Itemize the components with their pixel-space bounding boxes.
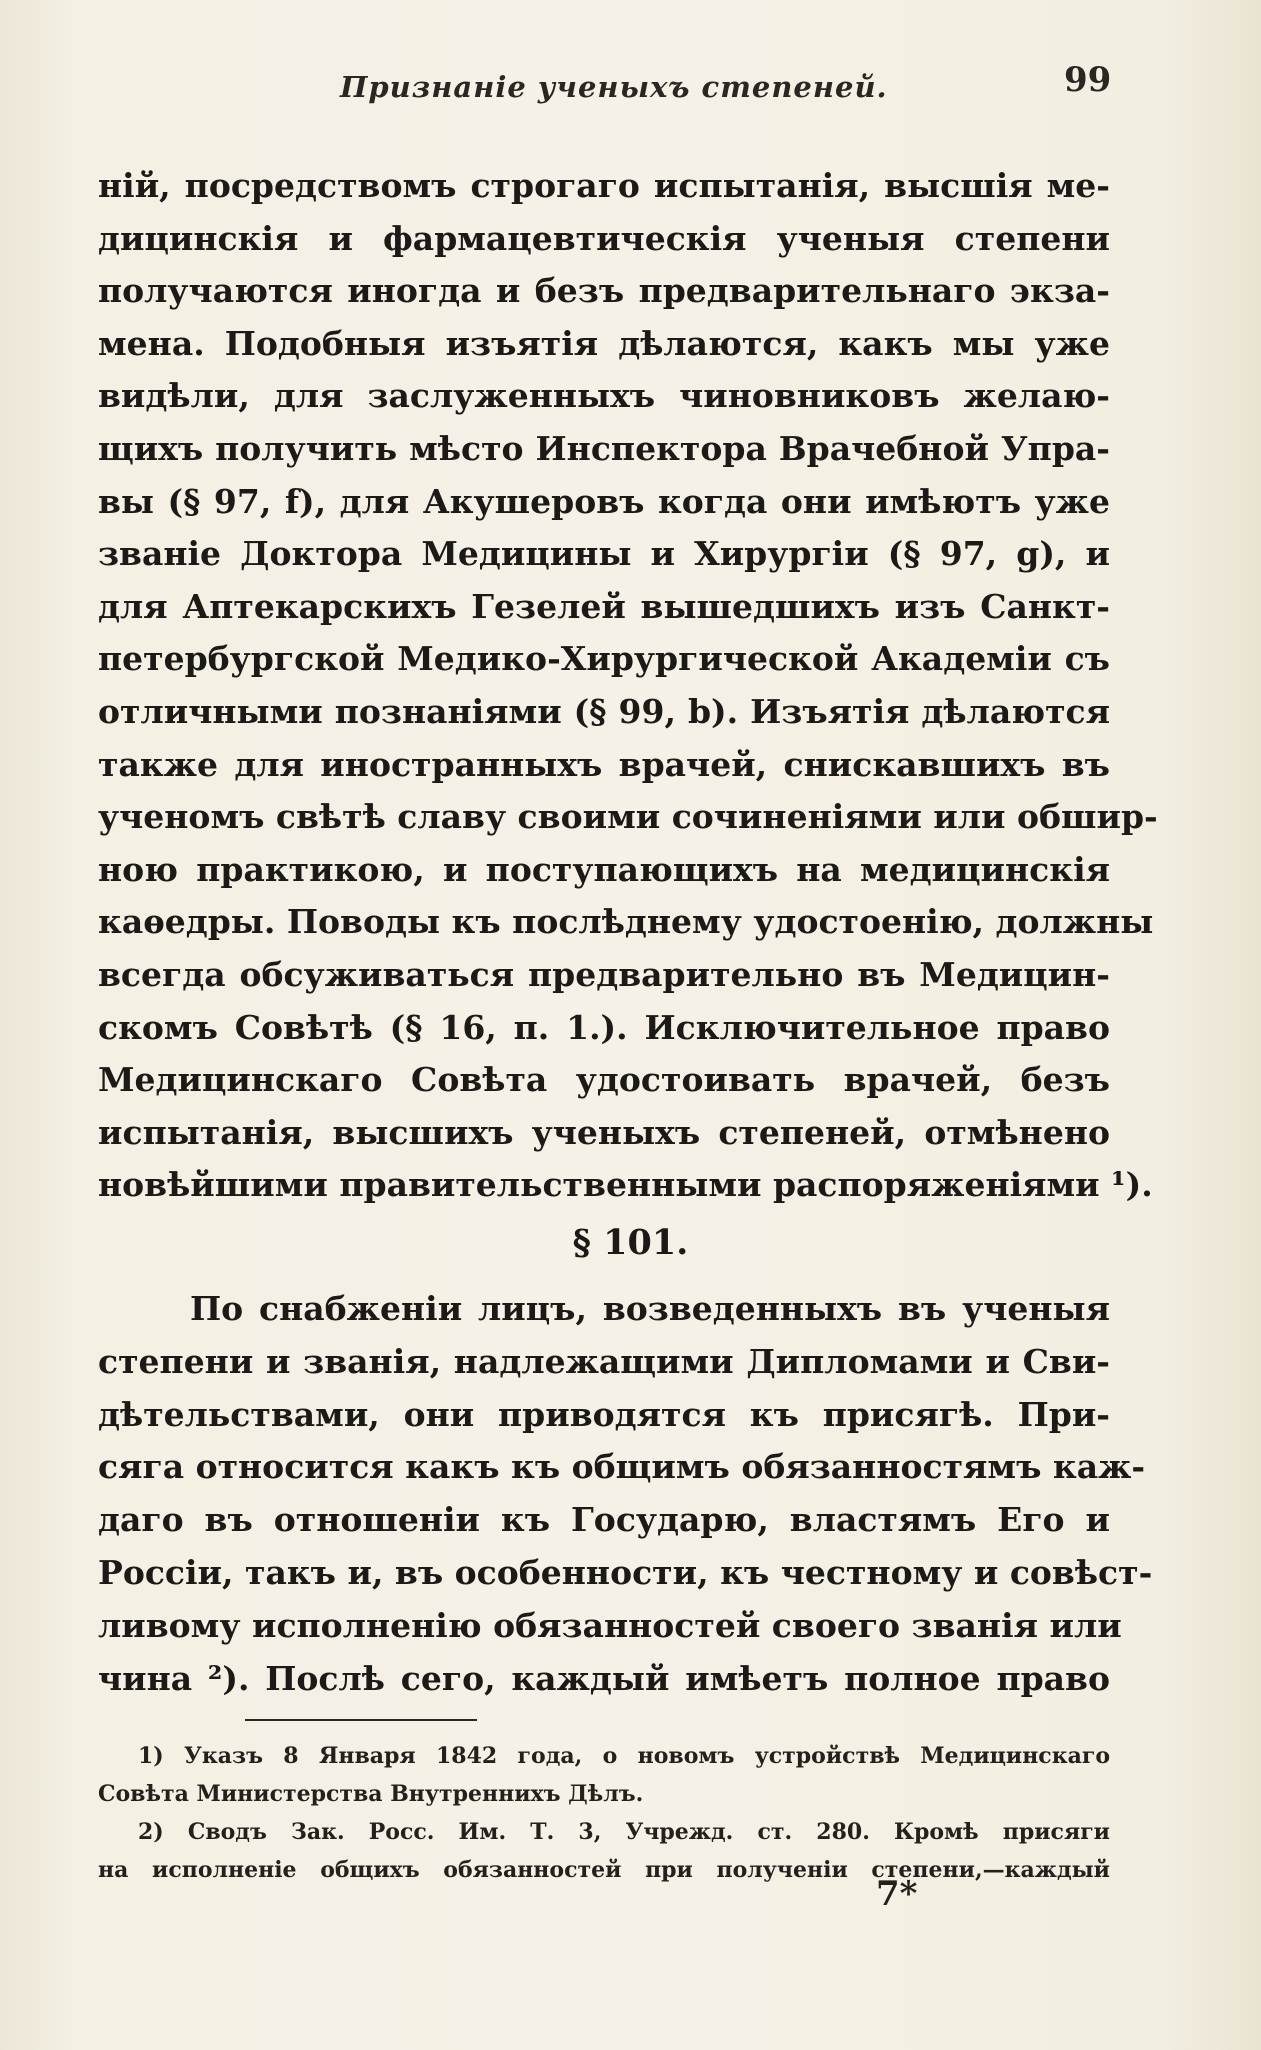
text-line: скомъ Совѣтѣ (§ 16, п. 1.). Исключительное право (98, 1007, 1110, 1047)
text-line: сяга относится какъ къ общимъ обязанностямъ каж- (98, 1447, 1146, 1487)
text-line: По снабженіи лицъ, возведенныхъ въ ученыя (190, 1289, 1110, 1328)
text-line: испытанія, высшихъ ученыхъ степеней, отмѣнено (98, 1112, 1110, 1152)
text-line: чина ²). Послѣ сего, каждый имѣетъ полное право (98, 1658, 1110, 1698)
footnote-2-line: 2) Сводъ Зак. Росс. Им. Т. 3, Учрежд. ст. 280. Кромѣ присяги (138, 1819, 1110, 1845)
text-line: даго въ отношеніи къ Государю, властямъ Его и (98, 1500, 1110, 1540)
section-heading: § 101. (572, 1222, 689, 1263)
text-line: Россіи, такъ и, въ особенности, къ честному и совѣст- (98, 1552, 1153, 1592)
text-line: мена. Подобныя изъятія дѣлаются, какъ мы уже (98, 323, 1110, 363)
footnote-1-line: 1) Указъ 8 Января 1842 года, о новомъ устройствѣ Медицинскаго (138, 1743, 1110, 1769)
printers-signature-mark: 7* (876, 1874, 918, 1914)
text-line: ною практикою, и поступающихъ на медицинскія (98, 849, 1110, 889)
footnote-2-line: на исполненіе общихъ обязанностей при полученіи степени,—каждый (98, 1857, 1110, 1883)
footnote-1-line: Совѣта Министерства Внутреннихъ Дѣлъ. (98, 1781, 644, 1807)
paragraph-2 (98, 1283, 1153, 1705)
text-line: степени и званія, надлежащими Дипломами и Сви- (98, 1341, 1110, 1381)
text-line: званіе Доктора Медицины и Хирургіи (§ 97, g), и (98, 534, 1110, 574)
footnote-divider (245, 1719, 477, 1721)
text-line: ливому исполненію обязанностей своего званія или (98, 1605, 1122, 1645)
paragraph-1 (98, 160, 1158, 1212)
page-number: 99 (1064, 60, 1112, 100)
text-line: каѳедры. Поводы къ послѣднему удостоенію, должны (98, 902, 1154, 942)
text-line: получаются иногда и безъ предварительнаго экза- (98, 271, 1110, 311)
text-line: вы (§ 97, f), для Акушеровъ когда они имѣютъ уже (98, 481, 1110, 521)
text-line: для Аптекарскихъ Гезелей вышедшихъ изъ Санкт- (98, 586, 1110, 626)
text-line: петербургской Медико-Хирургической Академіи съ (98, 639, 1110, 679)
text-line: дицинскія и фармацевтическія ученыя степени (98, 218, 1110, 258)
footnotes (98, 1737, 1110, 1889)
text-line: ній, посредствомъ строгаго испытанія, высшія ме- (98, 166, 1110, 205)
text-line: видѣли, для заслуженныхъ чиновниковъ желаю- (98, 376, 1110, 416)
text-line: щихъ получить мѣсто Инспектора Врачебной Упра- (98, 428, 1110, 468)
text-line: также для иностранныхъ врачей, снискавшихъ въ (98, 744, 1110, 784)
running-title: Признаніе ученыхъ степеней. (340, 70, 888, 104)
text-line: ученомъ свѣтѣ славу своими сочиненіями или обшир- (98, 797, 1158, 837)
text-line: новѣйшими правительственными распоряженіями ¹). (98, 1165, 1153, 1205)
text-line: Медицинскаго Совѣта удостоивать врачей, безъ (98, 1060, 1110, 1100)
text-line: дѣтельствами, они приводятся къ присягѣ. При- (98, 1394, 1110, 1434)
text-line: всегда обсуживаться предварительно въ Медицин- (98, 954, 1110, 994)
text-line: отличными познаніями (§ 99, b). Изъятія дѣлаются (98, 691, 1110, 731)
